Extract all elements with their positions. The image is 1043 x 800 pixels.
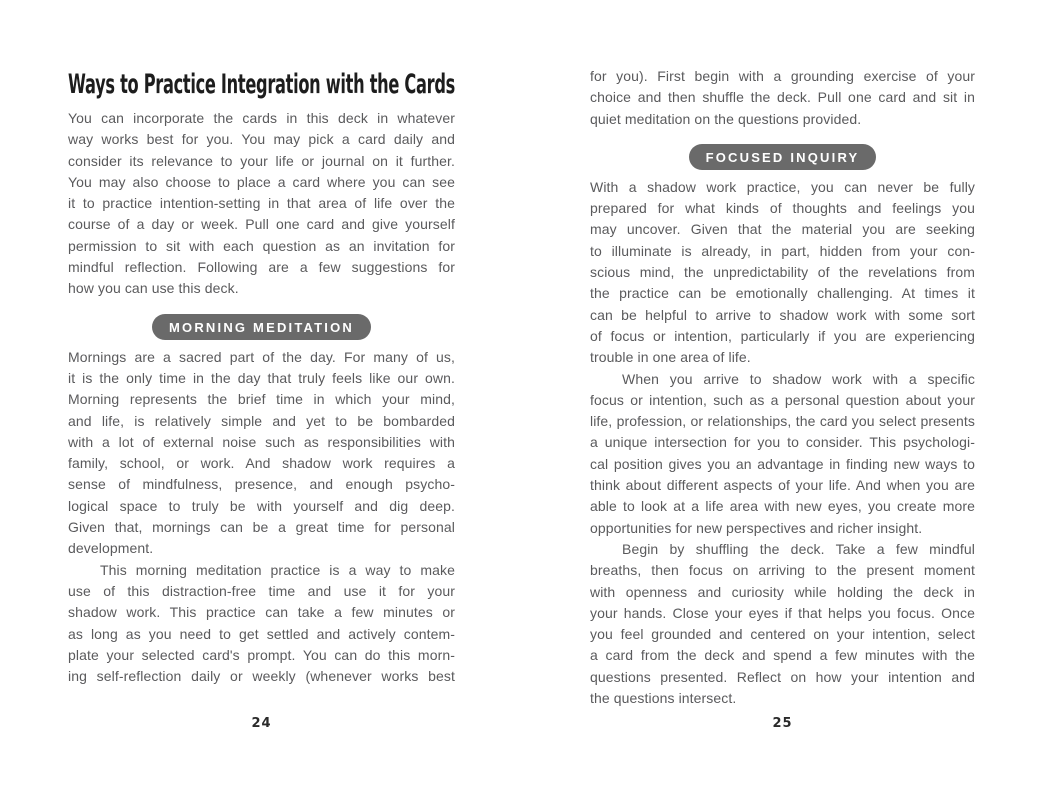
text-line: think about different aspects of your life. And when you are xyxy=(590,477,975,494)
section-badge: FOCUSED INQUIRY xyxy=(689,144,877,170)
paragraph xyxy=(68,108,455,300)
paragraph xyxy=(68,347,455,560)
section-badge: MORNING MEDITATION xyxy=(152,314,371,340)
text-line: family, school, or work. And shadow work requires a xyxy=(68,455,455,472)
text-line: shadow work. This practice can take a few minutes or xyxy=(68,604,455,621)
paragraph xyxy=(590,369,975,539)
section-badge-row xyxy=(68,314,455,340)
page-right xyxy=(590,60,975,709)
text-line: Mornings are a sacred part of the day. For many of us, xyxy=(68,348,455,365)
text-line: to illuminate is already, in part, hidden from your con- xyxy=(590,242,975,259)
paragraph xyxy=(68,560,455,688)
text-line: it to practice intention-setting in that area of life over the xyxy=(68,195,455,212)
text-line: plate your selected card's prompt. You can do this morn- xyxy=(68,646,455,663)
text-line: you feel grounded and centered on your intention, select xyxy=(590,626,975,643)
text-line: focus or intention, such as a personal question about your xyxy=(590,391,975,408)
text-line: Begin by shuffling the deck. Take a few mindful xyxy=(622,540,975,557)
text-line: choice and then shuffle the deck. Pull one card and sit in xyxy=(590,89,975,106)
text-line: as long as you need to get settled and actively contem- xyxy=(68,625,455,642)
page-number-right: 25 xyxy=(772,716,793,731)
text-line: You may also choose to place a card where you can see xyxy=(68,173,455,190)
text-line: with a lot of external noise such as responsibilities with xyxy=(68,433,455,450)
text-line: You can incorporate the cards in this deck in whatever xyxy=(68,110,455,126)
text-line: sense of mindfulness, presence, and enough psycho- xyxy=(68,476,455,493)
text-line: a unique intersection for you to consider. This psychologi- xyxy=(590,434,975,451)
page-number-left: 24 xyxy=(251,716,272,731)
text-line: opportunities for new perspectives and richer insight. xyxy=(590,519,923,536)
text-line: breaths, then focus on arriving to the present moment xyxy=(590,562,975,579)
text-line: Given that, mornings can be a great time for personal xyxy=(68,519,455,536)
text-line: with openness and curiosity while holding the deck in xyxy=(590,583,975,600)
text-line: questions presented. Reflect on how your intention and xyxy=(590,668,975,685)
text-line: quiet meditation on the questions provided. xyxy=(590,110,862,127)
text-line: and life, is relatively simple and yet to be bombarded xyxy=(68,412,455,429)
page-right-body xyxy=(590,66,975,709)
paragraph xyxy=(590,177,975,369)
text-line: development. xyxy=(68,540,154,557)
chapter-title xyxy=(68,64,455,100)
text-line: use of this distraction-free time and use it for your xyxy=(68,582,455,599)
text-line: With a shadow work practice, you can never be fully xyxy=(590,178,975,195)
text-line: able to look at a life area with new eyes, you create more xyxy=(590,498,975,515)
text-line: of focus or intention, particularly if you are experiencing xyxy=(590,327,975,344)
text-line: can be helpful to arrive to shadow work with some sort xyxy=(590,306,975,323)
section-badge-row xyxy=(590,144,975,170)
text-line: Morning represents the brief time in which your mind, xyxy=(68,391,455,408)
text-line: logical space to truly be with yourself and dig deep. xyxy=(68,497,455,514)
text-line: your hands. Close your eyes if that helps you focus. Once xyxy=(590,604,975,621)
text-line: course of a day or week. Pull one card and give yourself xyxy=(68,216,455,233)
text-line: way works best for you. You may pick a card daily and xyxy=(68,131,455,148)
text-line: may uncover. Given that the material you are seeking xyxy=(590,221,975,238)
text-line: trouble in one area of life. xyxy=(590,349,751,366)
text-line: the practice can be emotionally challenging. At times it xyxy=(590,285,975,302)
page-left-body xyxy=(68,108,455,687)
text-line: a card from the deck and spend a few minutes with the xyxy=(590,647,975,664)
text-line: prepared for what kinds of thoughts and feelings you xyxy=(590,200,975,217)
text-line: the questions intersect. xyxy=(590,690,737,707)
text-line: When you arrive to shadow work with a specific xyxy=(622,370,975,387)
page-left xyxy=(68,60,455,687)
chapter-title-text: Ways to Practice Integration with the Cards xyxy=(68,69,455,100)
text-line: cal position gives you an advantage in finding new ways to xyxy=(590,455,975,472)
text-line: This morning meditation practice is a way to make xyxy=(100,561,455,578)
paragraph xyxy=(590,66,975,130)
paragraph xyxy=(590,539,975,709)
text-line: ing self-reflection daily or weekly (whenever works best xyxy=(68,668,455,685)
text-line: mindful reflection. Following are a few suggestions for xyxy=(68,259,455,276)
text-line: scious mind, the unpredictability of the revelations from xyxy=(590,264,975,281)
text-line: permission to sit with each question as an invitation for xyxy=(68,237,455,254)
text-line: for you). First begin with a grounding exercise of your xyxy=(590,68,975,84)
text-line: how you can use this deck. xyxy=(68,280,239,297)
text-line: consider its relevance to your life or journal on it further. xyxy=(68,152,455,169)
text-line: it is the only time in the day that truly feels like our own. xyxy=(68,369,455,386)
text-line: life, profession, or relationships, the card you select presents xyxy=(590,413,975,430)
